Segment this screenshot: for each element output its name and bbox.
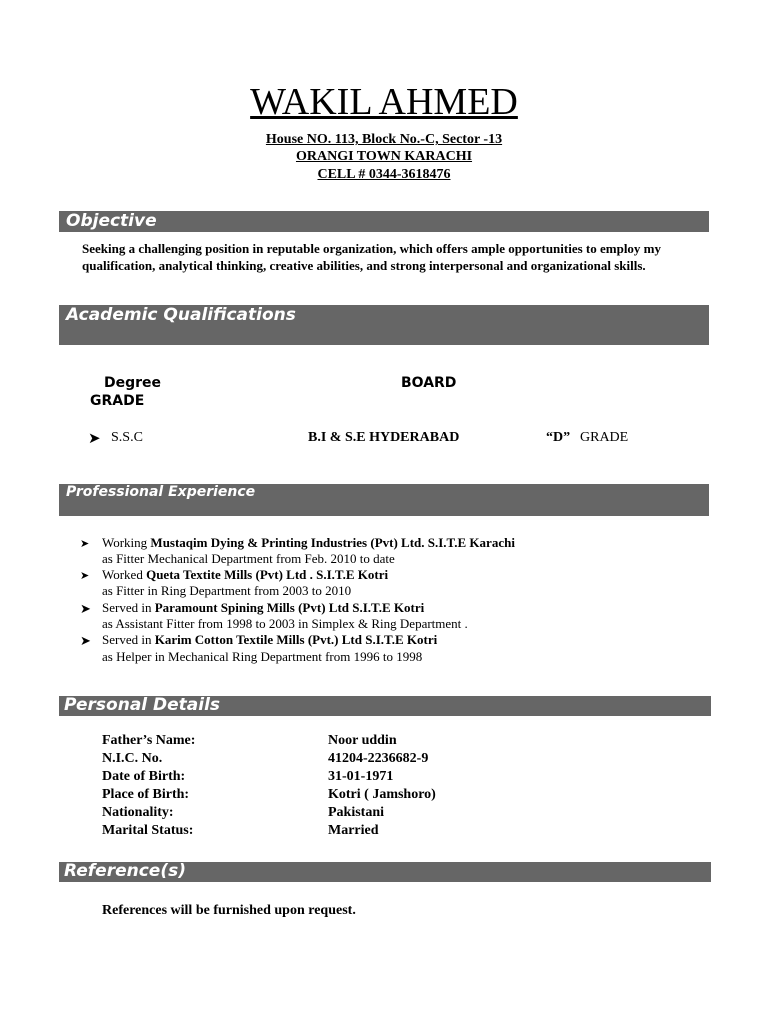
arrow-bullet-icon: ➤ [80,633,91,648]
experience-verb: Working [102,535,151,550]
experience-org: Mustaqim Dying & Printing Industries (Pvt) Ltd. S.I.T.E Karachi [150,535,515,550]
candidate-name: WAKIL AHMED [250,81,518,123]
cell-number: CELL # 0344-3618476 [317,167,451,182]
experience-org: Karim Cotton Textile Mills (Pvt.) Ltd S.I.T.E Kotri [154,632,438,647]
academic-title: Academic Qualifications [66,305,296,325]
academic-board-value: B.I & S.E HYDERABAD [308,430,460,445]
personal-title: Personal Details [64,695,221,715]
personal-heading [59,696,711,716]
academic-heading [59,305,709,345]
degree-column-header: Degree [104,375,162,391]
objective-title: Objective [66,211,157,231]
references-title: Reference(s) [64,861,186,881]
personal-value: Pakistani [328,805,385,820]
experience-org: Queta Textite Mills (Pvt) Ltd . S.I.T.E Kotri [146,567,389,582]
personal-label: Marital Status: [102,823,194,838]
academic-degree-value: S.S.C [111,430,143,445]
experience-item [102,600,424,616]
arrow-bullet-icon: ➤ [80,570,90,582]
board-column-header: BOARD [401,375,457,391]
personal-value: 41204-2236682-9 [328,751,429,766]
references-heading [59,862,711,882]
personal-value: Noor uddin [328,733,397,748]
objective-heading [59,211,709,232]
experience-detail: as Assistant Fitter from 1998 to 2003 in Simplex & Ring Department . [102,616,468,631]
arrow-bullet-icon: ➤ [80,538,90,550]
personal-value: 31-01-1971 [328,769,394,784]
experience-detail: as Fitter Mechanical Department from Feb. 2010 to date [102,551,395,566]
experience-org: Paramount Spining Mills (Pvt) Ltd S.I.T.E Kotri [154,600,425,615]
objective-line-1: Seeking a challenging position in reputable organization, which offers ample opportunities to employ my [82,241,662,256]
academic-grade-word: GRADE [580,430,629,445]
experience-item [102,567,388,583]
experience-heading [59,484,709,516]
academic-grade-letter: “D” [546,430,571,445]
personal-value: Married [328,823,379,838]
personal-label: Date of Birth: [102,769,186,784]
address-line-2: ORANGI TOWN KARACHI [295,149,473,164]
grade-column-header: GRADE [90,393,145,409]
arrow-bullet-icon: ➤ [88,429,101,447]
personal-label: N.I.C. No. [102,751,163,766]
experience-verb: Worked [102,567,147,582]
experience-verb: Served in [102,632,155,647]
personal-label: Nationality: [102,805,174,820]
personal-value: Kotri ( Jamshoro) [328,787,436,802]
address-line-1: House NO. 113, Block No.-C, Sector -13 [265,132,503,147]
experience-verb: Served in [102,600,155,615]
objective-line-2: qualification, analytical thinking, creative abilities, and strong interpersonal and organizational skills. [82,258,646,273]
experience-title: Professional Experience [66,484,256,500]
references-text: References will be furnished upon request. [102,903,356,918]
personal-label: Place of Birth: [102,787,190,802]
experience-detail: as Fitter in Ring Department from 2003 to 2010 [102,583,352,598]
arrow-bullet-icon: ➤ [80,601,91,616]
experience-item [102,632,437,648]
experience-item [102,535,515,551]
personal-label: Father’s Name: [102,733,196,748]
experience-detail: as Helper in Mechanical Ring Department from 1996 to 1998 [102,649,423,664]
